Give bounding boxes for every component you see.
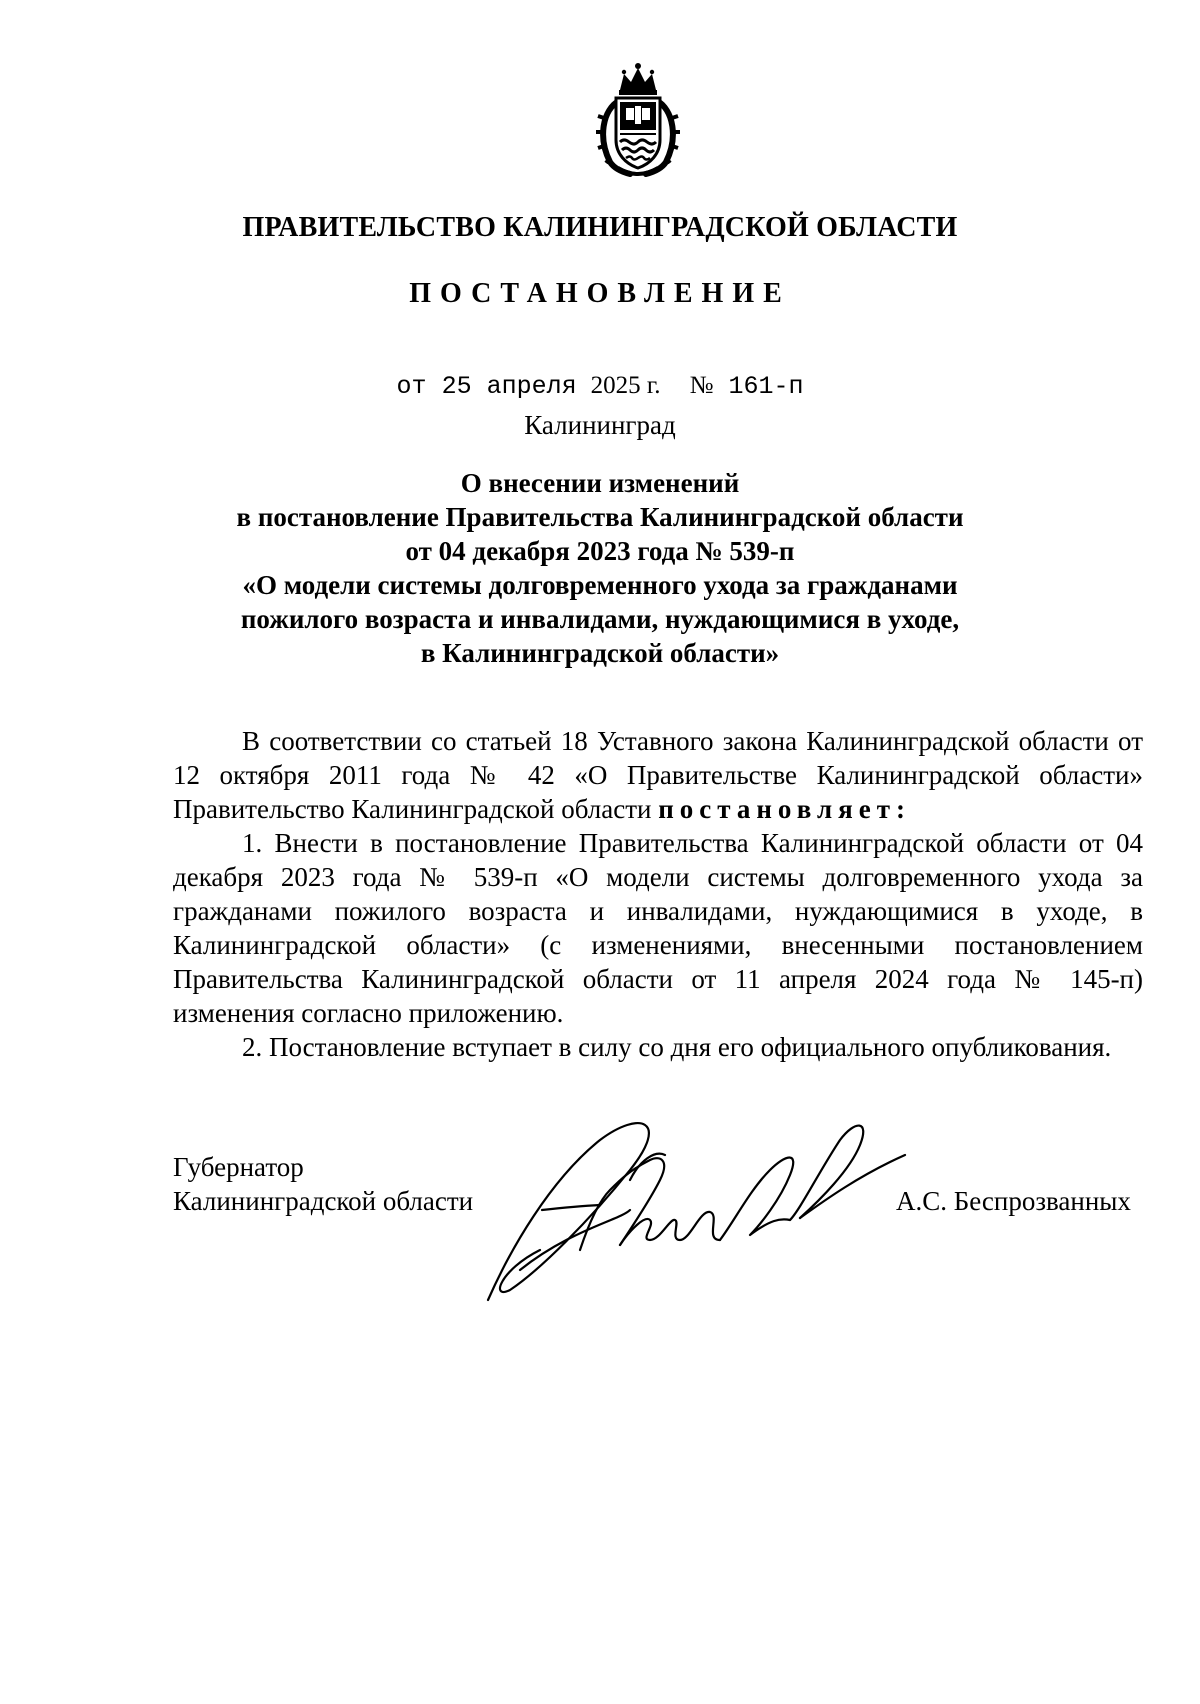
title-line: в постановление Правительства Калининградской области [236, 502, 964, 532]
title-line: в Калининградской области» [420, 638, 780, 668]
title-line: пожилого возраста и инвалидами, нуждающимися в уходе, [240, 604, 960, 634]
date-number-line [0, 372, 1200, 401]
signatory-position [173, 1150, 473, 1218]
title-line: от 04 декабря 2023 года № 539-п [405, 536, 795, 566]
preamble-text: В соответствии со статьей 18 Уставного закона Калининградской области от 12 октября 2011 года № 42 «О Правительстве Калининградской области» Правительство Калининградской области [173, 726, 1143, 824]
coat-of-arms-icon [590, 60, 686, 178]
handwritten-signature [480, 1100, 920, 1320]
title-line: О внесении изменений [460, 468, 740, 498]
date-prefix: от [396, 372, 427, 401]
document-number: 161-п [728, 372, 804, 401]
organization-name: ПРАВИТЕЛЬСТВО КАЛИНИНГРАДСКОЙ ОБЛАСТИ [242, 212, 958, 243]
item-1-paragraph: 1. Внести в постановление Правительства Калининградской области от 04 декабря 2023 года № 539-п «О модели системы долговременного ухода за гражданами пожилого возраста и инвалидами, нуждающимися в уходе, в Калининградской области» (с изменениями, внесенными постановлением Правительства Калининградской области от 11 апреля 2024 года № 145-п) изменения согласно приложению. [173, 828, 1143, 1028]
date-day-month: 25 апреля [441, 372, 577, 401]
title-line: «О модели системы долговременного ухода за гражданами [242, 570, 958, 600]
position-line: Калининградской области [173, 1186, 474, 1216]
signatory-name: А.С. Беспрозванных [896, 1186, 1131, 1216]
date-year: 2025 г. [590, 372, 661, 399]
item-2-paragraph: 2. Постановление вступает в силу со дня его официального опубликования. [242, 1032, 1112, 1062]
document-body [173, 724, 1143, 1064]
preamble-paragraph [173, 724, 1143, 826]
city: Калининград [524, 410, 676, 440]
resolves-word: постановляет: [658, 794, 911, 824]
document-type: ПОСТАНОВЛЕНИЕ [409, 278, 791, 309]
document-title [0, 466, 1200, 670]
position-line: Губернатор [173, 1152, 304, 1182]
number-sign: № [689, 372, 714, 399]
